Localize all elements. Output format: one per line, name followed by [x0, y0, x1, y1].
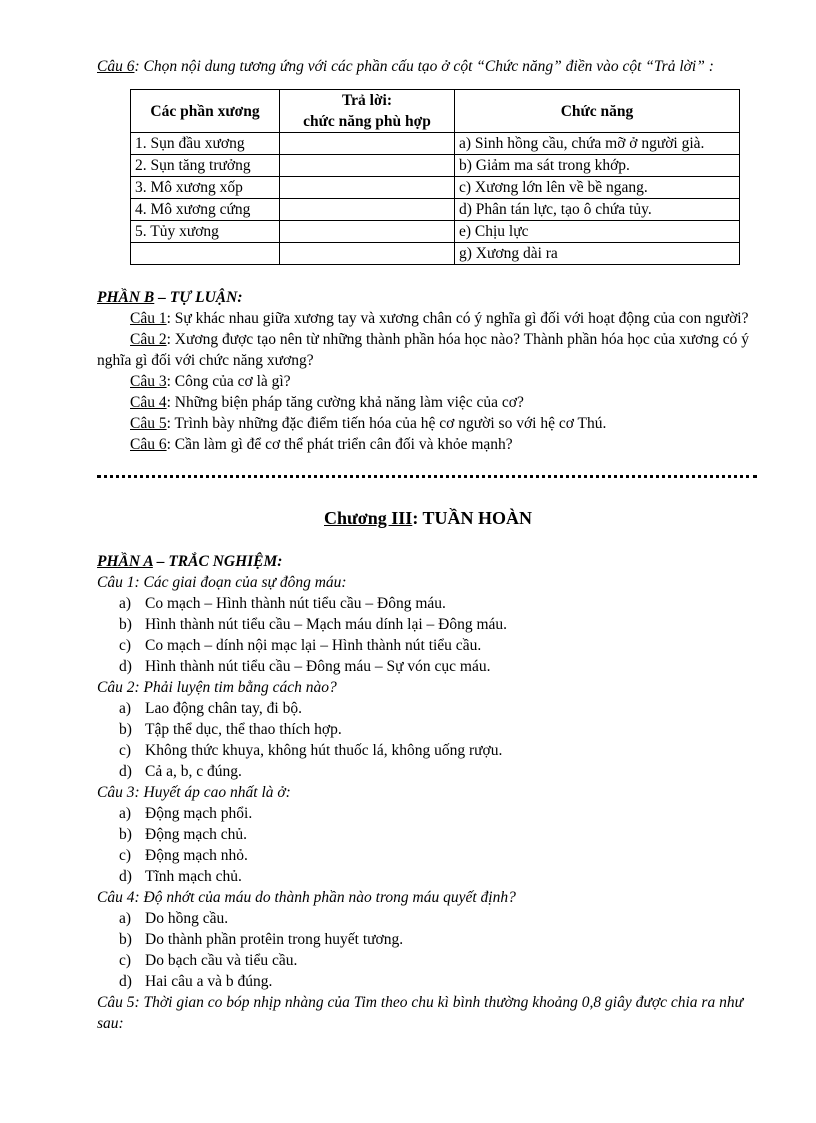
part-b-items: [97, 308, 759, 455]
cell-answer[interactable]: [280, 177, 455, 199]
part-b-title-main: PHẦN B: [97, 289, 155, 306]
table-row: [131, 155, 740, 177]
mc-option-letter: b): [119, 931, 132, 948]
mc-option-text: Hình thành nút tiểu cầu – Đông máu – Sự vón cục máu.: [145, 658, 491, 675]
mc-option-letter: a): [119, 595, 132, 612]
table-row: [131, 243, 740, 265]
mc-option: [97, 740, 759, 761]
header-answer: Trả lời: chức năng phù hợp: [280, 90, 455, 133]
mc-option: [97, 614, 759, 635]
function-table: [130, 89, 740, 265]
essay-question-text: : Công của cơ là gì?: [166, 373, 291, 390]
mc-question: Câu 1: Các giai đoạn của sự đông máu:: [97, 574, 347, 591]
cell-function: c) Xương lớn lên về bề ngang.: [455, 177, 740, 199]
cell-function: a) Sinh hồng cầu, chứa mỡ ở người già.: [455, 133, 740, 155]
cell-answer[interactable]: [280, 243, 455, 265]
q6-label: Câu 6: [97, 58, 135, 75]
part-b-title-rest: – TỰ LUẬN:: [154, 289, 243, 306]
mc-option-letter: c): [119, 637, 132, 654]
chapter-name: : TUẦN HOÀN: [412, 508, 532, 528]
mc-option-text: Động mạch chủ.: [145, 826, 248, 843]
part-a: [97, 551, 759, 1034]
cell-function: b) Giảm ma sát trong khớp.: [455, 155, 740, 177]
mc-question: Câu 4: Độ nhớt của máu do thành phần nào trong máu quyết định?: [97, 889, 516, 906]
part-a-title-main: PHẦN A: [97, 553, 153, 570]
mc-option-letter: d): [119, 763, 132, 780]
cell-bone-part: 3. Mô xương xốp: [131, 177, 280, 199]
mc-question: Câu 3: Huyết áp cao nhất là ở:: [97, 784, 291, 801]
mc-option-text: Hai câu a và b đúng.: [145, 973, 273, 990]
mc-option: [97, 950, 759, 971]
essay-question: [97, 392, 759, 413]
chapter-label: Chương III: [324, 508, 413, 528]
cell-function: e) Chịu lực: [455, 221, 740, 243]
essay-question-label: Câu 6: [130, 436, 167, 453]
mc-option: [97, 971, 759, 992]
mc-option-text: Co mạch – dính nội mạc lại – Hình thành nút tiểu cầu.: [145, 637, 482, 654]
cell-answer[interactable]: [280, 199, 455, 221]
mc-option: [97, 593, 759, 614]
essay-question-text: : Cần làm gì để cơ thể phát triển cân đối và khỏe mạnh?: [166, 436, 513, 453]
mc-option-text: Do bạch cầu và tiểu cầu.: [145, 952, 298, 969]
mc-option: [97, 719, 759, 740]
header-function: Chức năng: [455, 90, 740, 133]
mc-option-text: Không thức khuya, không hút thuốc lá, không uống rượu.: [145, 742, 503, 759]
cell-bone-part: 2. Sụn tăng trưởng: [131, 155, 280, 177]
essay-question: [97, 329, 759, 371]
essay-question: [97, 371, 759, 392]
mc-option-text: Do hồng cầu.: [145, 910, 229, 927]
part-a-title-rest: – TRẮC NGHIỆM:: [152, 553, 283, 570]
mc-option-text: Tập thể dục, thể thao thích hợp.: [145, 721, 342, 738]
mc-option: [97, 929, 759, 950]
mc-option-letter: a): [119, 805, 132, 822]
mc-option-letter: b): [119, 616, 132, 633]
part-a-title: [97, 551, 759, 572]
part-b: [97, 287, 759, 455]
table-row: [131, 177, 740, 199]
mc-option: [97, 908, 759, 929]
mc-option: [97, 866, 759, 887]
mc-option-text: Cả a, b, c đúng.: [145, 763, 242, 780]
mc-option: [97, 761, 759, 782]
cell-function: d) Phân tán lực, tạo ô chứa tủy.: [455, 199, 740, 221]
mc-option-text: Co mạch – Hình thành nút tiểu cầu – Đông máu.: [145, 595, 446, 612]
mc-option-text: Hình thành nút tiểu cầu – Mạch máu dính lại – Đông máu.: [145, 616, 508, 633]
essay-question: [97, 308, 759, 329]
essay-question-text: : Sự khác nhau giữa xương tay và xương chân có ý nghĩa gì đối với hoạt động của con người?: [166, 310, 749, 327]
cell-answer[interactable]: [280, 155, 455, 177]
table-row: [131, 221, 740, 243]
essay-question-text: : Những biện pháp tăng cường khả năng làm việc của cơ?: [166, 394, 524, 411]
mc-option-letter: d): [119, 868, 132, 885]
mc-option: [97, 845, 759, 866]
mc-option-text: Động mạch nhỏ.: [145, 847, 248, 864]
mc-option: [97, 698, 759, 719]
mc-option-letter: d): [119, 658, 132, 675]
cell-bone-part: [131, 243, 280, 265]
part-a-questions: [97, 572, 759, 1034]
cell-bone-part: 4. Mô xương cứng: [131, 199, 280, 221]
mc-option-text: Tĩnh mạch chủ.: [145, 868, 242, 885]
part-b-title: [97, 287, 759, 308]
essay-question: [97, 413, 759, 434]
mc-question: Câu 5: Thời gian co bóp nhịp nhàng của Tim theo chu kì bình thường khoảng 0,8 giây được chia ra như sau:: [97, 994, 744, 1032]
mc-option-text: Lao động chân tay, đi bộ.: [145, 700, 302, 717]
mc-option-letter: a): [119, 910, 132, 927]
mc-option-letter: c): [119, 847, 132, 864]
mc-question: Câu 2: Phải luyện tim bằng cách nào?: [97, 679, 337, 696]
mc-option: [97, 824, 759, 845]
essay-question: [97, 434, 759, 455]
essay-question-label: Câu 3: [130, 373, 167, 390]
mc-option-text: Do thành phần protêin trong huyết tương.: [145, 931, 404, 948]
mc-option: [97, 635, 759, 656]
mc-option-letter: b): [119, 721, 132, 738]
table-header-row: [131, 90, 740, 133]
mc-option-letter: d): [119, 973, 132, 990]
header-bone-parts: Các phần xương: [131, 90, 280, 133]
table-body: [131, 133, 740, 265]
cell-bone-part: 1. Sụn đầu xương: [131, 133, 280, 155]
mc-option-text: Động mạch phổi.: [145, 805, 253, 822]
cell-function: g) Xương dài ra: [455, 243, 740, 265]
q6-text: : Chọn nội dung tương ứng với các phần cấu tạo ở cột “Chức năng” điền vào cột “Trả lời” :: [134, 58, 714, 75]
cell-bone-part: 5. Tủy xương: [131, 221, 280, 243]
mc-option: [97, 803, 759, 824]
essay-question-label: Câu 1: [130, 310, 167, 327]
document-page: [97, 56, 759, 1034]
cell-answer[interactable]: [280, 221, 455, 243]
mc-option-letter: c): [119, 952, 132, 969]
essay-question-label: Câu 4: [130, 394, 167, 411]
q6-instruction: [97, 56, 759, 77]
cell-answer[interactable]: [280, 133, 455, 155]
dotted-separator: [97, 475, 757, 478]
essay-question-label: Câu 2: [130, 331, 167, 348]
table-row: [131, 199, 740, 221]
mc-option-letter: b): [119, 826, 132, 843]
essay-question-label: Câu 5: [130, 415, 167, 432]
table-row: [131, 133, 740, 155]
essay-question-text: : Xương được tạo nên từ những thành phần hóa học nào? Thành phần hóa học của xương có ý nghĩa gì đối với chức năng xương?: [97, 331, 749, 369]
mc-option-letter: a): [119, 700, 132, 717]
essay-question-text: : Trình bày những đặc điểm tiến hóa của hệ cơ người so với hệ cơ Thú.: [166, 415, 607, 432]
mc-option: [97, 656, 759, 677]
mc-option-letter: c): [119, 742, 132, 759]
chapter-title: [97, 508, 759, 529]
